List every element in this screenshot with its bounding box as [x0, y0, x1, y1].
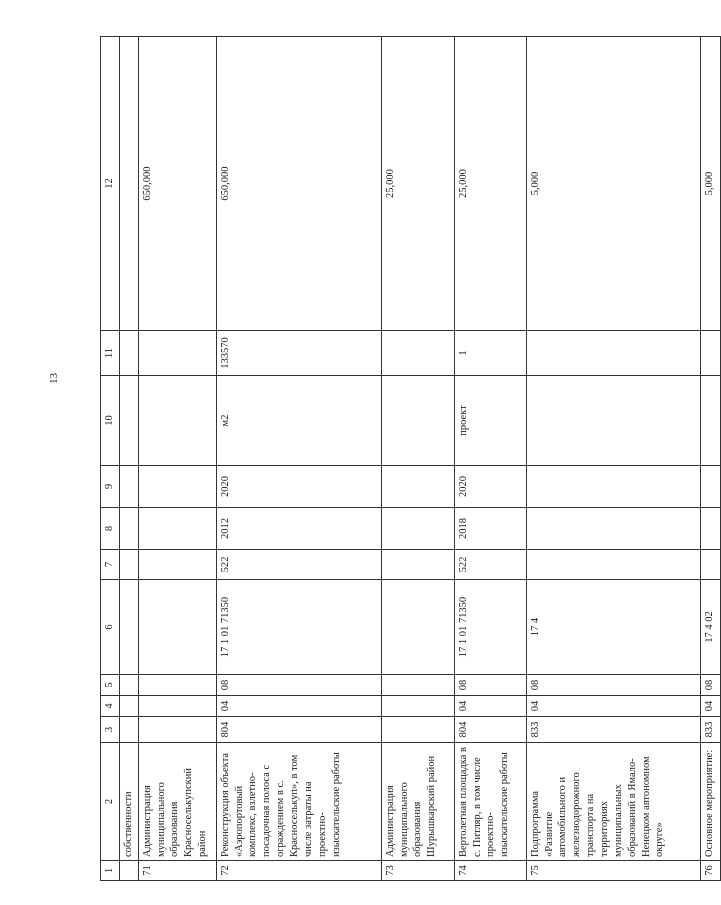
- table-cell: [138, 550, 216, 580]
- table-cell: [119, 861, 138, 881]
- column-header: 6: [101, 580, 120, 675]
- table-cell: [526, 508, 700, 550]
- table-cell: 17 1 01 71350: [454, 580, 526, 675]
- table-cell: 650,000: [138, 37, 216, 331]
- table-cell: Подпрограмма «Развитие автомобильного и железнодорожного транспорта на территориях муниципальных образований в Ямало-Ненецком автономном округе»: [526, 743, 700, 861]
- table-cell: 74: [454, 861, 526, 881]
- table-cell: [381, 376, 454, 466]
- table-cell: 650,000: [216, 37, 381, 331]
- table-cell: [119, 717, 138, 743]
- table-cell: 5,000: [526, 37, 700, 331]
- table-cell: 08: [454, 675, 526, 696]
- table-cell: 5,000: [700, 37, 720, 331]
- table-row: [454, 37, 526, 881]
- table-cell: 804: [216, 717, 381, 743]
- table-cell: [381, 580, 454, 675]
- table-cell: 08: [216, 675, 381, 696]
- table-cell: 75: [526, 861, 700, 881]
- table-row: [381, 37, 454, 881]
- table-cell: 17 1 01 71350: [216, 580, 381, 675]
- table-cell: 25,000: [381, 37, 454, 331]
- column-header: 8: [101, 508, 120, 550]
- table-cell: [119, 508, 138, 550]
- table-cell: 04: [454, 696, 526, 717]
- table-cell: [381, 550, 454, 580]
- table-cell: [138, 580, 216, 675]
- table-cell: 71: [138, 861, 216, 881]
- table-cell: [381, 331, 454, 376]
- table-cell: Реконструкция объекта «Аэропортовый комплекс, взлетно-посадочная полоса с ограждением в с. Красноселькуп», в том числе затраты на проектно-изыскательские работы: [216, 743, 381, 861]
- table-cell: проект: [454, 376, 526, 466]
- column-header: 12: [101, 37, 120, 331]
- budget-table: [100, 36, 721, 881]
- table-cell: [119, 696, 138, 717]
- table-cell: [119, 675, 138, 696]
- table-cell: [700, 376, 720, 466]
- table-cell: 2018: [454, 508, 526, 550]
- table-cell: [381, 466, 454, 508]
- table-cell: [119, 550, 138, 580]
- table-cell: Администрация муниципального образования Шурышкарский район: [381, 743, 454, 861]
- table-cell: 73: [381, 861, 454, 881]
- table-cell: 08: [700, 675, 720, 696]
- table-cell: [700, 466, 720, 508]
- table-cell: [119, 466, 138, 508]
- table-cell: [700, 331, 720, 376]
- table-cell: собственности: [119, 743, 138, 861]
- table-cell: [700, 550, 720, 580]
- table-cell: 17 4 02: [700, 580, 720, 675]
- table-cell: [381, 696, 454, 717]
- column-header: 2: [101, 743, 120, 861]
- table-cell: 804: [454, 717, 526, 743]
- table-cell: [138, 675, 216, 696]
- table-cell: 76: [700, 861, 720, 881]
- table-cell: [700, 508, 720, 550]
- column-header: 11: [101, 331, 120, 376]
- table-cell: 04: [526, 696, 700, 717]
- table-cell: 08: [526, 675, 700, 696]
- table-cell: 2012: [216, 508, 381, 550]
- table-row: [700, 37, 720, 881]
- table-cell: [119, 331, 138, 376]
- column-header: 7: [101, 550, 120, 580]
- table-cell: Администрация муниципального образования Красноселькупский район: [138, 743, 216, 861]
- table-cell: 833: [700, 717, 720, 743]
- table-cell: [119, 376, 138, 466]
- table-cell: 2020: [454, 466, 526, 508]
- column-header: 10: [101, 376, 120, 466]
- table-cell: [138, 331, 216, 376]
- table-row: [526, 37, 700, 881]
- table-cell: [138, 376, 216, 466]
- table-cell: м2: [216, 376, 381, 466]
- table-cell: [526, 550, 700, 580]
- table-cell: 17 4: [526, 580, 700, 675]
- table-row: [216, 37, 381, 881]
- table-cell: 04: [216, 696, 381, 717]
- table-cell: 72: [216, 861, 381, 881]
- table-cell: Вертолетная площадка в с. Питляр, в том числе проектно-изыскательские работы: [454, 743, 526, 861]
- table-cell: [138, 466, 216, 508]
- header-row: [101, 37, 120, 881]
- page-number: 13: [48, 373, 60, 384]
- table-cell: 2020: [216, 466, 381, 508]
- rotated-table-wrapper: [100, 36, 715, 881]
- table-cell: 25,000: [454, 37, 526, 331]
- column-header: 4: [101, 696, 120, 717]
- table-cell: [138, 508, 216, 550]
- table-cell: [119, 37, 138, 331]
- table-cell: [526, 376, 700, 466]
- column-header: 9: [101, 466, 120, 508]
- table-cell: 522: [454, 550, 526, 580]
- table-cell: [381, 508, 454, 550]
- table-cell: 833: [526, 717, 700, 743]
- column-header: 3: [101, 717, 120, 743]
- table-cell: [138, 696, 216, 717]
- column-header: 5: [101, 675, 120, 696]
- table-cell: 04: [700, 696, 720, 717]
- table-cell: [526, 466, 700, 508]
- table-cell: [526, 331, 700, 376]
- table-cell: 1: [454, 331, 526, 376]
- table-cell: [381, 675, 454, 696]
- table-cell: 133570: [216, 331, 381, 376]
- table-row: [119, 37, 138, 881]
- table-cell: Основное мероприятие:: [700, 743, 720, 861]
- table-row: [138, 37, 216, 881]
- table-cell: 522: [216, 550, 381, 580]
- table-cell: [138, 717, 216, 743]
- table-cell: [381, 717, 454, 743]
- column-header: 1: [101, 861, 120, 881]
- table-cell: [119, 580, 138, 675]
